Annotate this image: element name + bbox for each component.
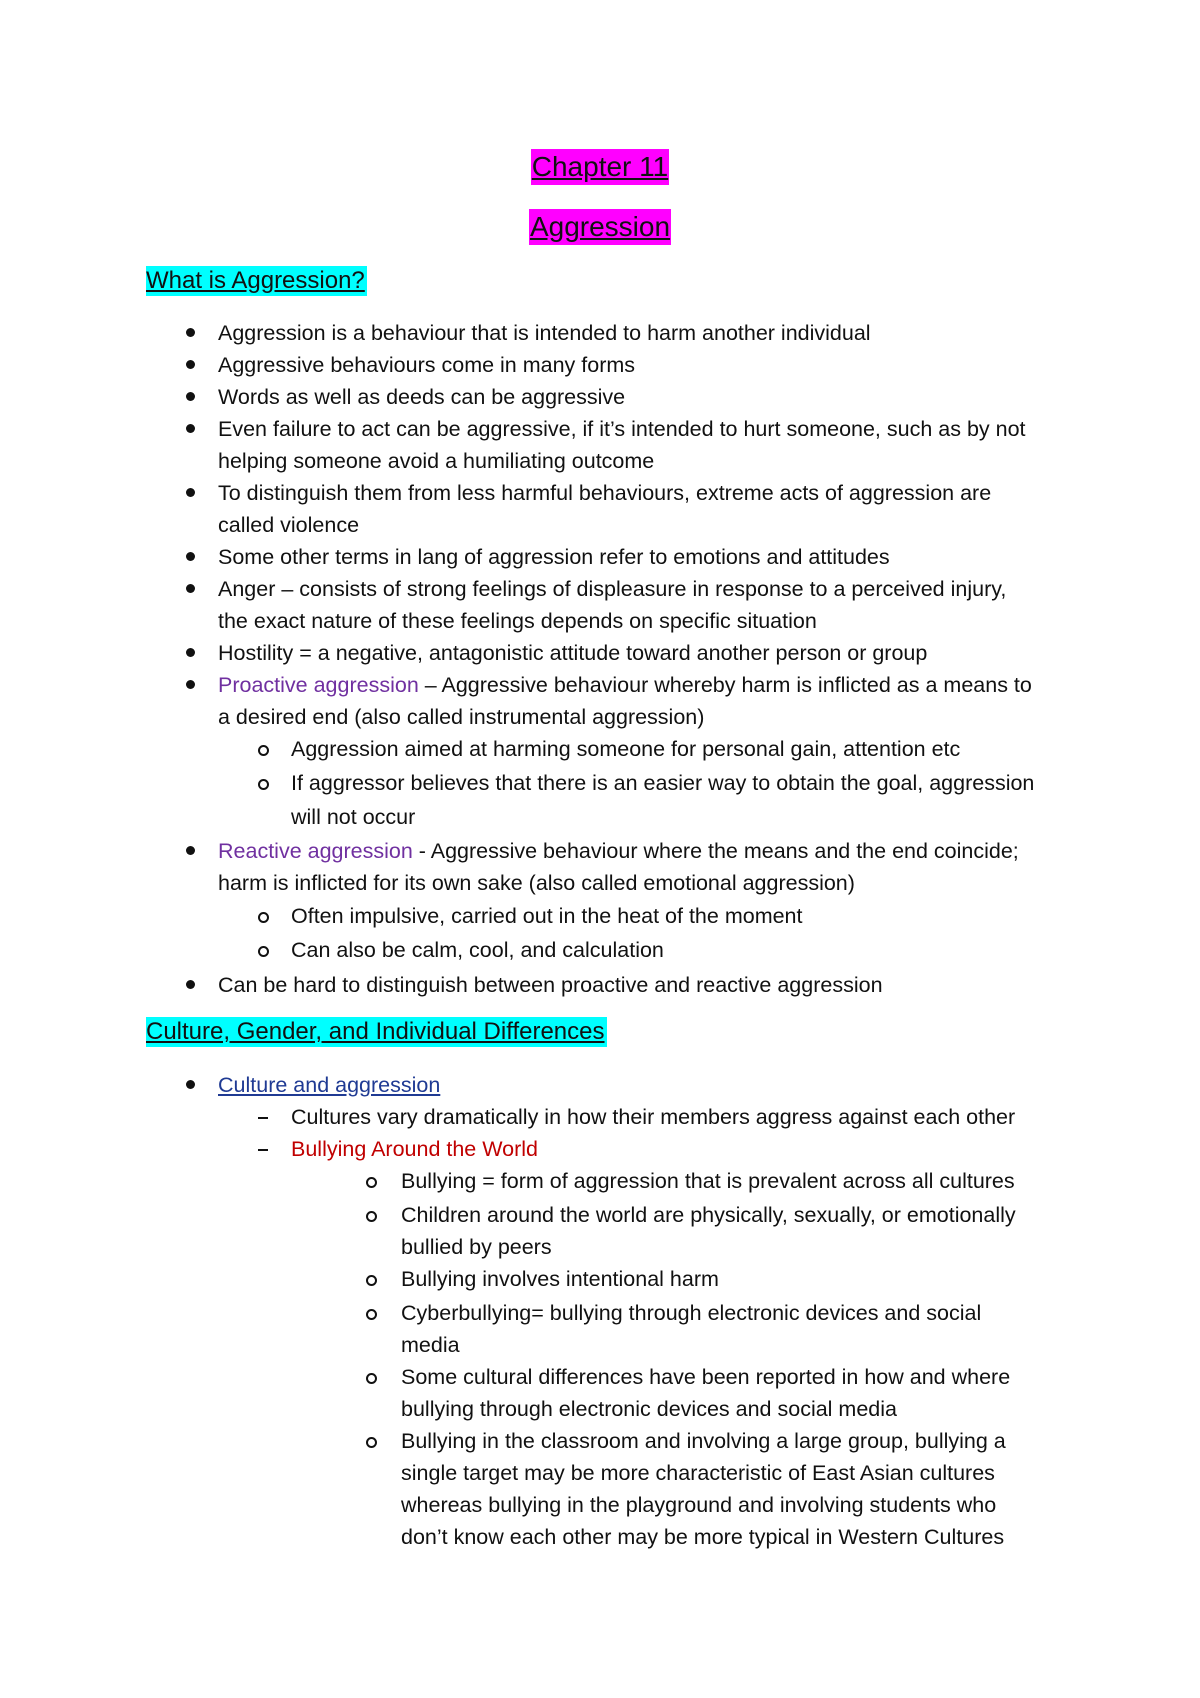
sub-list-item-continuation: whereas bullying in the playground and involving students who <box>401 1493 997 1517</box>
list-item-continuation: helping someone avoid a humiliating outcome <box>218 449 655 473</box>
list-item: Hostility = a negative, antagonistic attitude toward another person or group <box>218 641 928 665</box>
chapter-title: Chapter 11 <box>0 150 1200 184</box>
term-reactive-aggression: Reactive aggression <box>218 839 413 863</box>
sub-list-item: Children around the world are physically, sexually, or emotionally <box>401 1203 1016 1227</box>
sub-list-item: Some cultural differences have been reported in how and where <box>401 1365 1011 1389</box>
list-item-proactive: Proactive aggression – Aggressive behaviour whereby harm is inflicted as a means to <box>218 673 1032 697</box>
dash-list-item-bullying: Bullying Around the World <box>291 1137 538 1161</box>
dash-list-item: Cultures vary dramatically in how their members aggress against each other <box>291 1105 1016 1129</box>
list-item: To distinguish them from less harmful behaviours, extreme acts of aggression are <box>218 481 992 505</box>
sub-list-item-continuation: will not occur <box>291 805 416 829</box>
sub-list-item: Can also be calm, cool, and calculation <box>291 938 664 962</box>
bullet-icon <box>186 980 195 989</box>
section-heading-what-is-aggression: What is Aggression? <box>146 267 365 294</box>
sub-list-item-continuation: media <box>401 1333 460 1357</box>
bullet-icon <box>186 552 195 561</box>
sub-list-item-continuation: bullying through electronic devices and social media <box>401 1397 897 1421</box>
list-item: Can be hard to distinguish between proactive and reactive aggression <box>218 973 883 997</box>
sub-list-item-continuation: bullied by peers <box>401 1235 552 1259</box>
list-item-continuation: the exact nature of these feelings depends on specific situation <box>218 609 817 633</box>
dash-bullet-icon <box>258 1117 268 1119</box>
list-item: Words as well as deeds can be aggressive <box>218 385 626 409</box>
chapter-subtitle: Aggression <box>0 210 1200 244</box>
bullet-icon <box>186 1080 195 1089</box>
list-item-continuation: a desired end (also called instrumental aggression) <box>218 705 705 729</box>
list-item: Aggression is a behaviour that is intended to harm another individual <box>218 321 871 345</box>
list-item-continuation: harm is inflicted for its own sake (also called emotional aggression) <box>218 871 855 895</box>
circle-bullet-icon <box>366 1211 377 1222</box>
circle-bullet-icon <box>258 912 269 923</box>
bullet-icon <box>186 424 195 433</box>
sub-list-item: Cyberbullying= bullying through electronic devices and social <box>401 1301 982 1325</box>
bullet-icon <box>186 488 195 497</box>
section-heading-culture-gender: Culture, Gender, and Individual Differences <box>146 1018 605 1045</box>
culture-and-aggression-link[interactable]: Culture and aggression <box>218 1073 441 1097</box>
sub-list-item: Bullying involves intentional harm <box>401 1267 719 1291</box>
bullet-icon <box>186 648 195 657</box>
list-item: Even failure to act can be aggressive, if it’s intended to hurt someone, such as by not <box>218 417 1026 441</box>
circle-bullet-icon <box>366 1275 377 1286</box>
sub-list-item: Aggression aimed at harming someone for personal gain, attention etc <box>291 737 961 761</box>
circle-bullet-icon <box>366 1309 377 1320</box>
circle-bullet-icon <box>366 1373 377 1384</box>
sub-list-item: If aggressor believes that there is an easier way to obtain the goal, aggression <box>291 771 1035 795</box>
circle-bullet-icon <box>366 1437 377 1448</box>
bullet-icon <box>186 846 195 855</box>
circle-bullet-icon <box>366 1177 377 1188</box>
circle-bullet-icon <box>258 946 269 957</box>
bullet-icon <box>186 328 195 337</box>
sub-list-item: Bullying in the classroom and involving a large group, bullying a <box>401 1429 1006 1453</box>
list-item: Anger – consists of strong feelings of displeasure in response to a perceived injury, <box>218 577 1007 601</box>
dash-bullet-icon <box>258 1149 268 1151</box>
list-item-reactive: Reactive aggression - Aggressive behaviour where the means and the end coincide; <box>218 839 1019 863</box>
list-item: Aggressive behaviours come in many forms <box>218 353 636 377</box>
bullet-icon <box>186 360 195 369</box>
term-proactive-aggression: Proactive aggression <box>218 673 419 697</box>
sub-list-item: Bullying = form of aggression that is prevalent across all cultures <box>401 1169 1015 1193</box>
bullet-icon <box>186 680 195 689</box>
sub-list-item-continuation: don’t know each other may be more typical in Western Cultures <box>401 1525 1005 1549</box>
list-item: Some other terms in lang of aggression refer to emotions and attitudes <box>218 545 890 569</box>
bullet-icon <box>186 584 195 593</box>
sub-list-item-continuation: single target may be more characteristic of East Asian cultures <box>401 1461 995 1485</box>
sub-list-item: Often impulsive, carried out in the heat of the moment <box>291 904 803 928</box>
circle-bullet-icon <box>258 745 269 756</box>
circle-bullet-icon <box>258 779 269 790</box>
bullet-icon <box>186 392 195 401</box>
list-item-continuation: called violence <box>218 513 360 537</box>
